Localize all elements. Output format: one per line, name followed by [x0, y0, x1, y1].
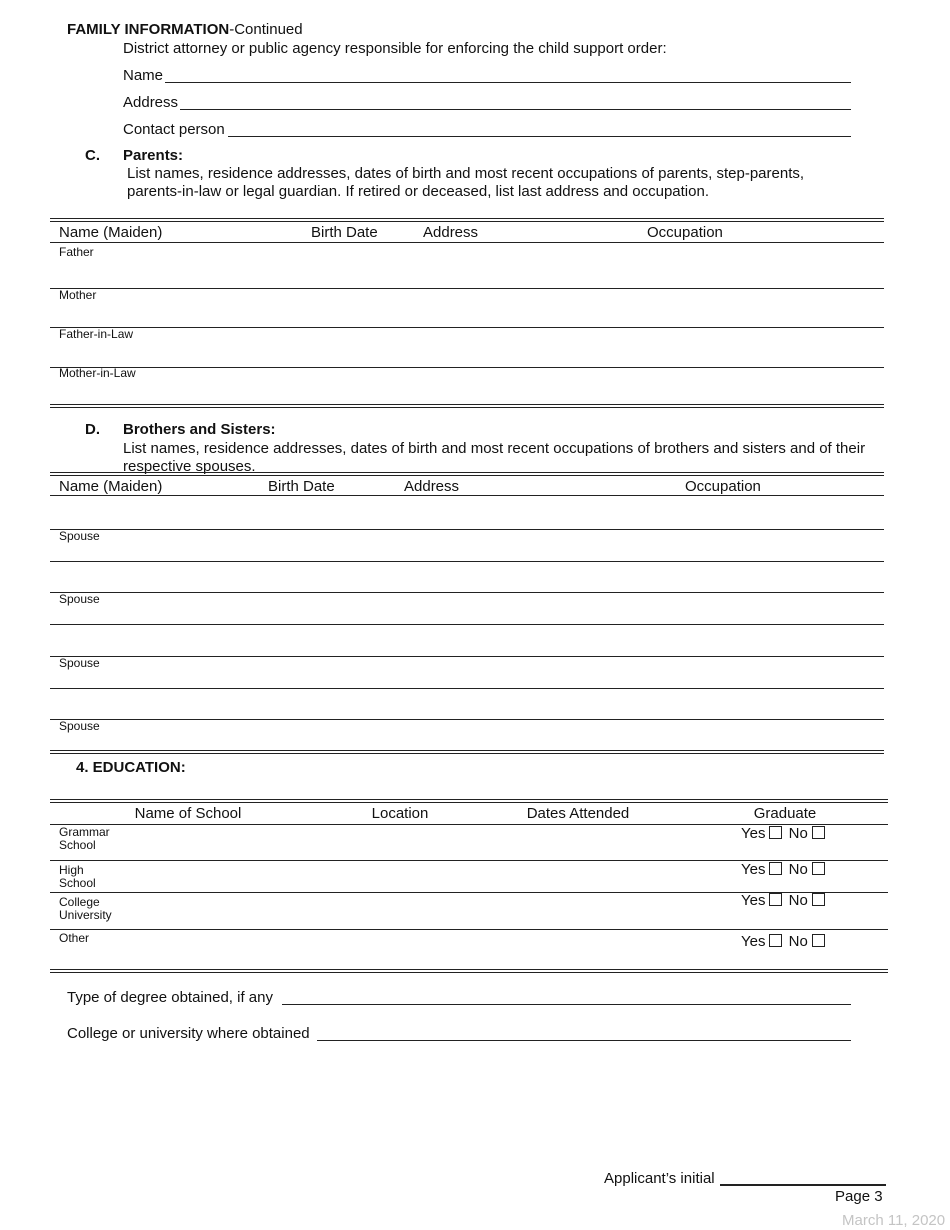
siblings-table-bottom-border [50, 750, 884, 754]
parents-header-rule [50, 242, 884, 243]
education-col-location: Location [371, 805, 429, 822]
siblings-col-name: Name (Maiden) [59, 478, 163, 495]
education-row-high [59, 864, 96, 890]
no-label: No [788, 861, 808, 878]
no-checkbox[interactable] [812, 893, 825, 906]
parents-table-top-border [50, 218, 884, 222]
siblings-instructions-1: List names, residence addresses, dates of birth and most recent occupations of brothers and sisters and of their [123, 440, 866, 457]
education-graduate-choice [741, 933, 827, 950]
education-row-label-line2: University [59, 908, 112, 922]
education-table-bottom-border [50, 969, 888, 973]
siblings-header-rule [50, 495, 884, 496]
degree-field[interactable] [282, 1004, 851, 1005]
education-graduate-choice [741, 892, 827, 909]
education-heading: 4. EDUCATION: [76, 759, 186, 776]
siblings-instructions-2: respective spouses. [123, 458, 256, 475]
siblings-row-rule [50, 592, 884, 593]
agency-name-field[interactable] [165, 82, 851, 83]
siblings-row-rule [50, 719, 884, 720]
education-row-label-line1: Other [59, 931, 90, 945]
siblings-spouse-label: Spouse [59, 529, 100, 543]
applicant-initial-field[interactable] [720, 1184, 886, 1186]
agency-intro: District attorney or public agency responsible for enforcing the child support order: [123, 40, 667, 57]
agency-name-label: Name [123, 67, 164, 84]
siblings-row-rule [50, 561, 884, 562]
education-row-other [59, 932, 89, 945]
parents-row-father: Father [59, 245, 94, 259]
parents-table-bottom-border [50, 404, 884, 408]
section-title-continued: -Continued [229, 21, 303, 38]
siblings-row-rule [50, 624, 884, 625]
college-obtained-field[interactable] [317, 1040, 851, 1041]
siblings-spouse-label: Spouse [59, 719, 100, 733]
no-label: No [788, 825, 808, 842]
parents-row-rule [50, 327, 884, 328]
education-row-grammar [59, 826, 110, 852]
education-graduate-choice [741, 861, 827, 878]
education-col-school: Name of School [134, 805, 242, 822]
education-row-label-line2: School [59, 876, 96, 890]
education-row-label-line2: School [59, 838, 96, 852]
siblings-letter: D. [85, 421, 100, 438]
yes-label: Yes [741, 861, 766, 878]
education-row-label-line1: Grammar [59, 825, 110, 839]
siblings-col-address: Address [404, 478, 460, 495]
siblings-row-rule [50, 529, 884, 530]
siblings-table-top-border [50, 472, 884, 476]
yes-checkbox[interactable] [769, 934, 782, 947]
yes-checkbox[interactable] [769, 893, 782, 906]
agency-contact-field[interactable] [228, 136, 851, 137]
education-row-label-line1: College [59, 895, 100, 909]
applicant-initial-label: Applicant’s initial [604, 1170, 715, 1187]
degree-label: Type of degree obtained, if any [67, 989, 273, 1006]
siblings-row-rule [50, 688, 884, 689]
education-col-graduate: Graduate [753, 805, 817, 822]
education-table-top-border [50, 799, 888, 803]
yes-label: Yes [741, 825, 766, 842]
section-title [67, 21, 303, 38]
siblings-spouse-label: Spouse [59, 656, 100, 670]
yes-label: Yes [741, 933, 766, 950]
education-row-college [59, 896, 112, 922]
parents-instructions-2: parents-in-law or legal guardian. If retired or deceased, list last address and occupation. [127, 183, 709, 200]
agency-address-field[interactable] [180, 109, 851, 110]
no-label: No [788, 933, 808, 950]
education-col-dates: Dates Attended [526, 805, 630, 822]
parents-row-rule [50, 367, 884, 368]
education-row-label-line1: High [59, 863, 84, 877]
page-number: Page 3 [835, 1188, 883, 1205]
siblings-spouse-label: Spouse [59, 592, 100, 606]
yes-label: Yes [741, 892, 766, 909]
no-checkbox[interactable] [812, 826, 825, 839]
agency-address-label: Address [123, 94, 179, 111]
siblings-heading: Brothers and Sisters: [123, 421, 276, 438]
parents-heading: Parents: [123, 147, 184, 164]
siblings-col-occupation: Occupation [685, 478, 761, 495]
yes-checkbox[interactable] [769, 826, 782, 839]
parents-row-mother: Mother [59, 288, 97, 302]
parents-col-birthdate: Birth Date [311, 224, 378, 241]
agency-contact-label: Contact person [123, 121, 225, 138]
yes-checkbox[interactable] [769, 862, 782, 875]
siblings-row-rule [50, 656, 884, 657]
no-checkbox[interactable] [812, 934, 825, 947]
education-row-rule [50, 929, 888, 930]
parents-row-rule [50, 288, 884, 289]
no-label: No [788, 892, 808, 909]
page-date: March 11, 2020 [842, 1212, 946, 1229]
section-title-bold: FAMILY INFORMATION [67, 21, 230, 38]
parents-col-occupation: Occupation [647, 224, 723, 241]
parents-row-father-in-law: Father-in-Law [59, 327, 134, 341]
education-graduate-choice [741, 825, 827, 842]
parents-row-mother-in-law: Mother-in-Law [59, 366, 136, 380]
parents-col-name: Name (Maiden) [59, 224, 163, 241]
no-checkbox[interactable] [812, 862, 825, 875]
parents-col-address: Address [423, 224, 479, 241]
siblings-col-birthdate: Birth Date [268, 478, 335, 495]
parents-instructions-1: List names, residence addresses, dates of birth and most recent occupations of parents, step-parents, [127, 165, 805, 182]
parents-letter: C. [85, 147, 100, 164]
college-obtained-label: College or university where obtained [67, 1025, 310, 1042]
